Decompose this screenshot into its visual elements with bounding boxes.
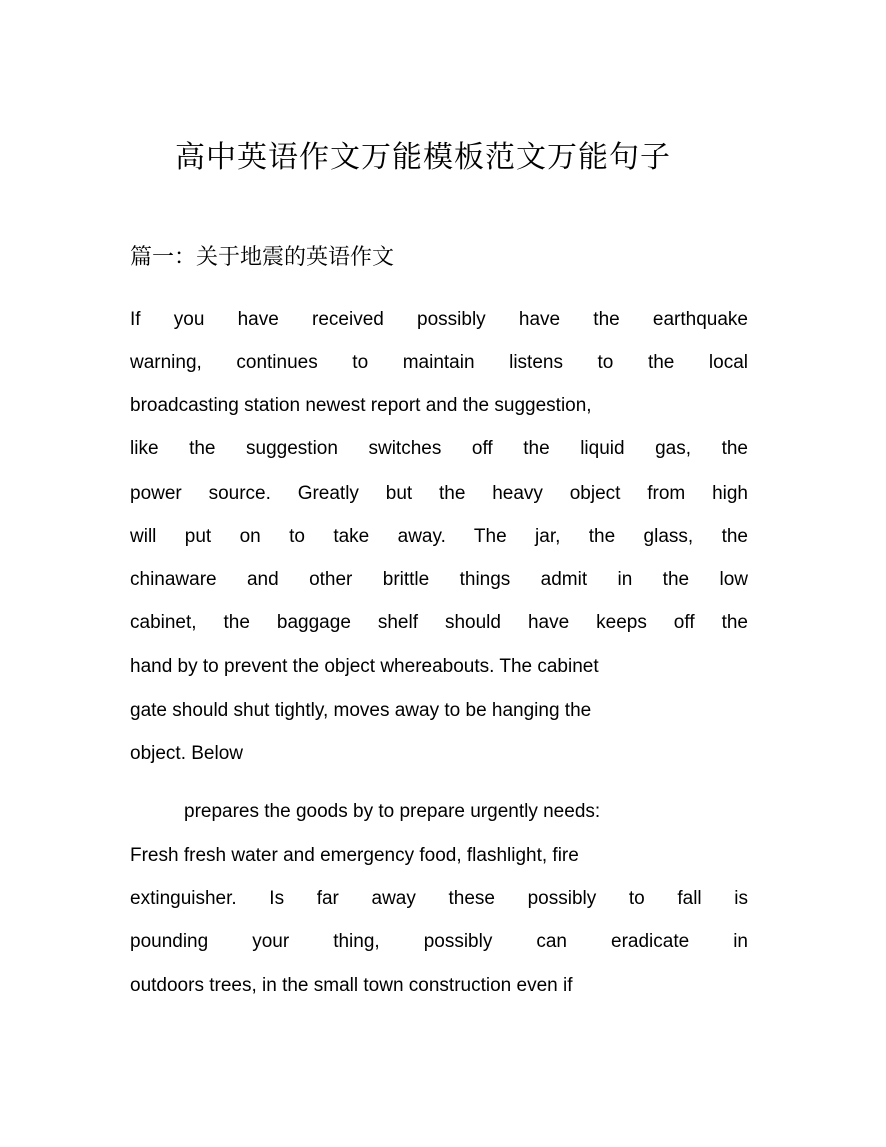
body-line: hand by to prevent the object whereabouts. The cabinet bbox=[130, 656, 599, 677]
body-line: outdoors trees, in the small town construction even if bbox=[130, 975, 573, 996]
body-line: power source. Greatly but the heavy object from high bbox=[130, 483, 748, 504]
body-line: cabinet, the baggage shelf should have keeps off the bbox=[130, 612, 748, 633]
section-heading: 篇一：关于地震的英语作文 bbox=[130, 245, 395, 270]
body-line: object. Below bbox=[130, 743, 244, 764]
document-title: 高中英语作文万能模板范文万能句子 bbox=[175, 140, 671, 175]
body-line: extinguisher. Is far away these possibly to fall is bbox=[130, 888, 748, 909]
body-line: If you have received possibly have the earthquake bbox=[130, 309, 748, 330]
body-line: Fresh fresh water and emergency food, flashlight, fire bbox=[130, 845, 579, 866]
body-line: gate should shut tightly, moves away to be hanging the bbox=[130, 700, 592, 721]
body-line: broadcasting station newest report and the suggestion, bbox=[130, 395, 592, 416]
body-line: like the suggestion switches off the liquid gas, the bbox=[130, 438, 748, 459]
body-line: chinaware and other brittle things admit in the low bbox=[130, 569, 748, 590]
body-line: warning, continues to maintain listens to the local bbox=[130, 352, 748, 373]
body-line: pounding your thing, possibly can eradicate in bbox=[130, 931, 748, 952]
body-line: will put on to take away. The jar, the glass, the bbox=[130, 526, 748, 547]
body-line: prepares the goods by to prepare urgently needs: bbox=[184, 801, 601, 822]
